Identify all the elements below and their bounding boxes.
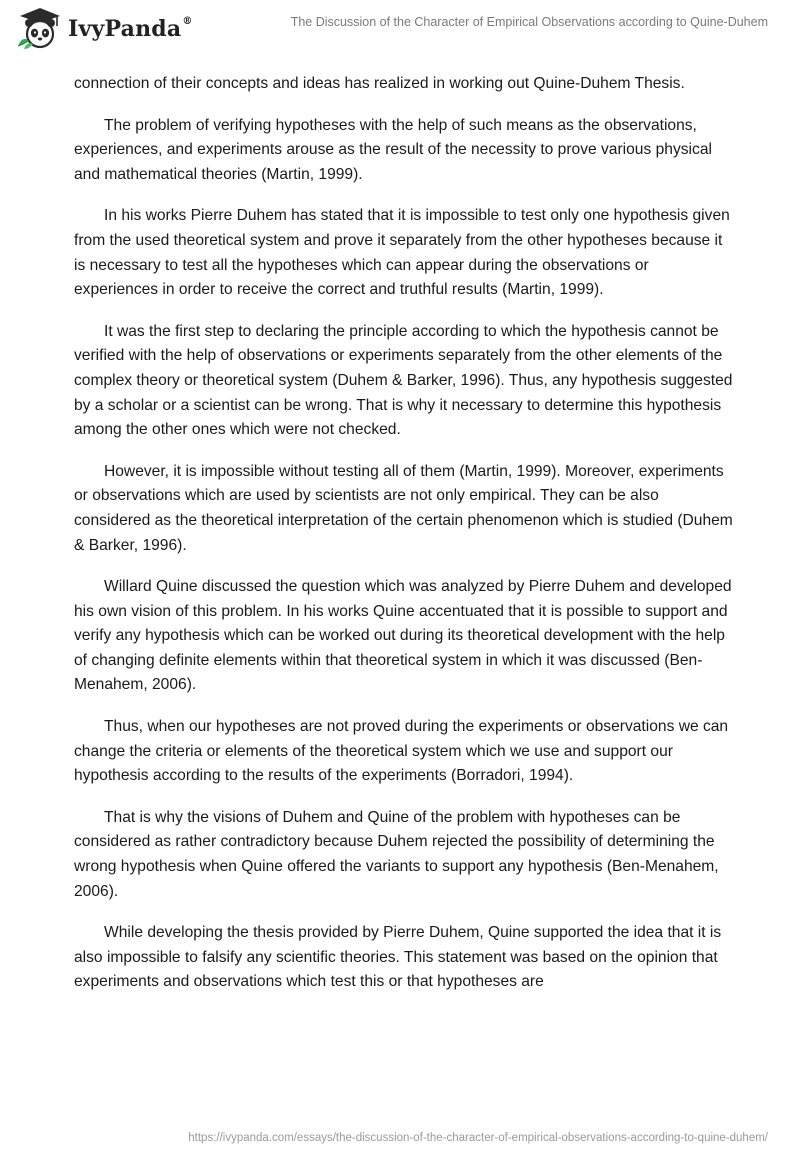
ivypanda-logo[interactable] xyxy=(14,6,193,50)
paragraph-5: However, it is impossible without testing all of them (Martin, 1999). Moreover, experiments or observations which are used by scientists are not only empirical. They can be also considered as the theoretical interpretation of the certain phenomenon which is studied (Duhem & Barker, 1996). xyxy=(74,462,733,554)
paragraph-2: The problem of verifying hypotheses with the help of such means as the observations, experiences, and experiments arouse as the result of the necessity to prove various physical and mathematical theories (Martin, 1999). xyxy=(74,116,712,183)
registered-mark: ® xyxy=(182,15,193,27)
page-header xyxy=(0,0,800,60)
paragraph-6: Willard Quine discussed the question which was analyzed by Pierre Duhem and developed his own vision of this problem. In his works Quine accentuated that it is possible to support and verify any hypothesis which can be worked out during its theoretical development with the help of changing definite elements within that theoretical system in which it was discussed (Ben-Menahem, 2006). xyxy=(74,578,732,694)
paragraph-3: In his works Pierre Duhem has stated that it is impossible to test only one hypothesis given from the used theoretical system and prove it separately from the other hypotheses because it is necessary to test all the hypotheses which can appear during the observations or experiences in order to receive the correct and truthful results (Martin, 1999). xyxy=(74,207,730,299)
brand-name xyxy=(68,16,193,42)
brand-name-text: IvyPanda xyxy=(68,16,182,42)
paragraph-4: It was the first step to declaring the principle according to which the hypothesis cannot be verified with the help of observations or experiments separately from the other elements of the complex theory or theoretical system (Duhem & Barker, 1996). Thus, any hypothesis suggested by a scholar or a scientist can be wrong. That is why it necessary to determine this hypothesis among the other ones which were not checked. xyxy=(74,322,733,439)
source-url[interactable]: https://ivypanda.com/essays/the-discussion-of-the-character-of-empirical-observations-according-to-quine-duhem/ xyxy=(188,1132,768,1144)
paragraph-8: That is why the visions of Duhem and Quine of the problem with hypotheses can be considered as rather contradictory because Duhem rejected the possibility of determining the wrong hypothesis when Quine offered the variants to support any hypothesis (Ben-Menahem, 2006). xyxy=(74,808,719,900)
document-title: The Discussion of the Character of Empirical Observations according to Quine-Duhem xyxy=(290,15,768,29)
panda-graduate-icon xyxy=(14,6,62,50)
paragraph-7: Thus, when our hypotheses are not proved during the experiments or observations we can change the criteria or elements of the theoretical system which we use and support our hypothesis according to the results of the experiments (Borradori, 1994). xyxy=(74,718,729,785)
essay-body xyxy=(74,72,734,1012)
paragraph-9: While developing the thesis provided by Pierre Duhem, Quine supported the idea that it is also impossible to falsify any scientific theories. This statement was based on the opinion that experiments and observations which test this or that hypotheses are xyxy=(74,924,722,991)
paragraph-1: connection of their concepts and ideas has realized in working out Quine-Duhem Thesis. xyxy=(74,75,685,92)
